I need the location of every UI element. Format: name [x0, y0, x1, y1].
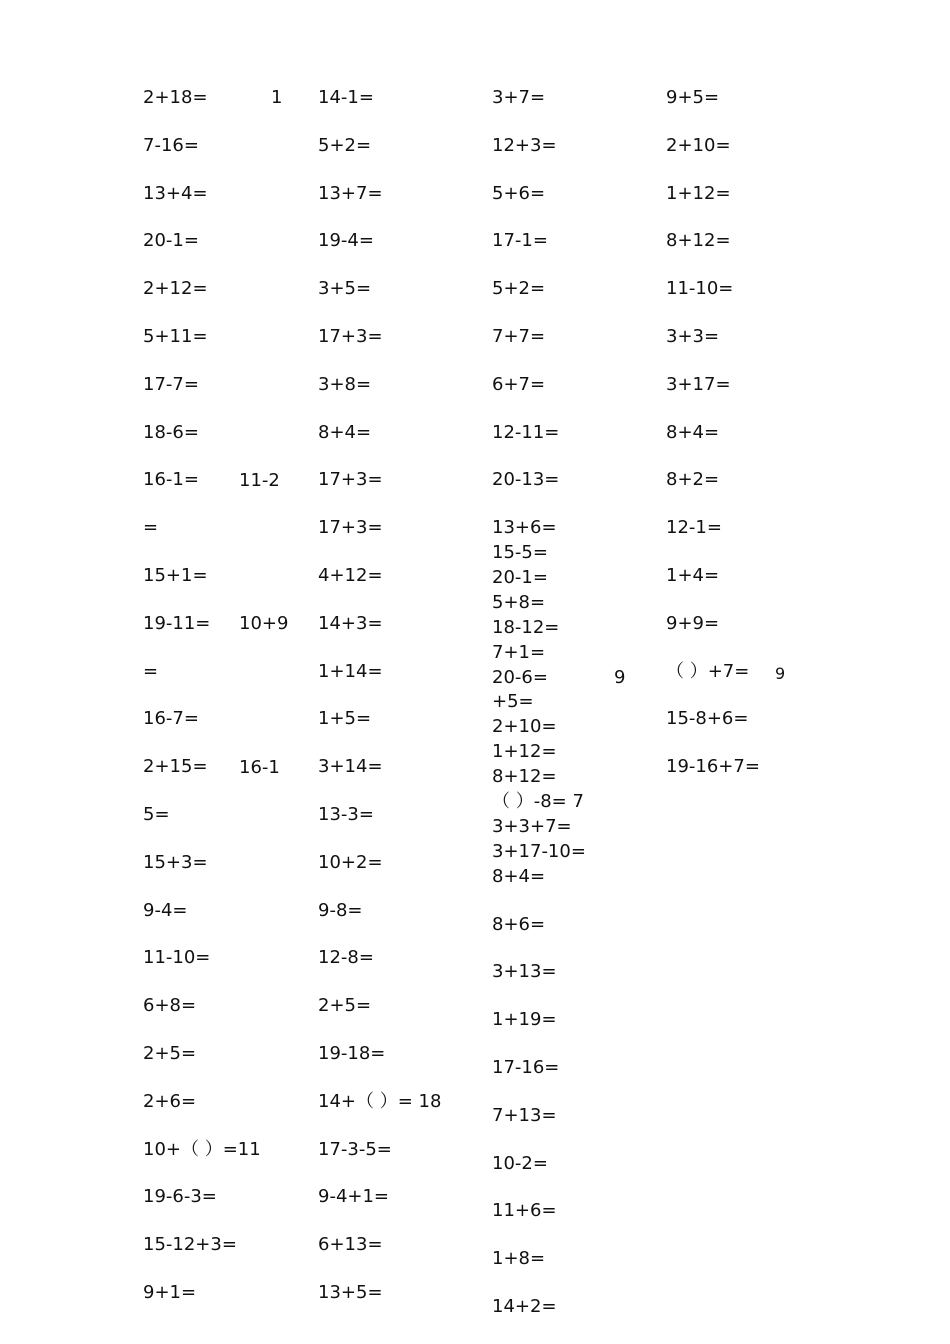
problem-item: 13+4=	[143, 182, 208, 204]
problem-item: 12-1=	[666, 517, 722, 539]
problem-item: 7-16=	[143, 134, 199, 156]
problem-item: 11-10=	[666, 278, 734, 300]
problem-item: 8+4=	[666, 421, 720, 443]
problem-item: 1+5=	[318, 708, 372, 730]
problem-item: =	[143, 517, 159, 539]
problem-item: 8+12=	[492, 766, 557, 788]
problem-item: 3+13=	[492, 961, 557, 983]
problem-item: 5=	[143, 803, 170, 825]
problem-item: 19-18=	[318, 1042, 386, 1064]
problem-item: 3+17=	[666, 373, 731, 395]
problem-item: 15-12+3=	[143, 1234, 237, 1256]
problem-item: 20-1=	[492, 566, 548, 588]
side-note: 16-1	[239, 757, 280, 778]
problem-item: 9-4=	[143, 899, 188, 921]
problem-item: （ ）+7=	[666, 660, 750, 682]
column-2	[318, 86, 441, 1329]
problem-item: 12-8=	[318, 947, 374, 969]
problem-item: 11-10=	[143, 947, 211, 969]
problem-item: 3+8=	[318, 373, 372, 395]
problem-item: 17-7=	[143, 373, 199, 395]
problem-item: 1+14=	[318, 660, 383, 682]
problem-item: 14+3=	[318, 612, 383, 634]
problem-item: 5+2=	[318, 134, 372, 156]
problem-item: 9+5=	[666, 87, 720, 108]
problem-item: +5=	[492, 691, 534, 713]
problem-item: 7+7=	[492, 325, 546, 347]
problem-item: 17+3=	[318, 469, 383, 491]
problem-item: 16-1=	[143, 469, 199, 491]
problem-item: 2+10=	[666, 134, 731, 156]
problem-item: 6+7=	[492, 373, 546, 395]
problem-item: 12-11=	[492, 421, 560, 443]
problem-item: 5+8=	[492, 591, 546, 613]
problem-item: 2+6=	[143, 1090, 197, 1112]
problem-item: 1+8=	[492, 1248, 546, 1270]
problem-item: 1+12=	[666, 182, 731, 204]
problem-item: 16-7=	[143, 708, 199, 730]
problem-item: 11+6=	[492, 1200, 557, 1222]
problem-item: 2+5=	[143, 1042, 197, 1064]
problem-item: 4+12=	[318, 564, 383, 586]
problem-item: 5+11=	[143, 325, 208, 347]
problem-item: 8+6=	[492, 913, 546, 935]
problem-item: 20-1=	[143, 230, 199, 252]
column-1	[143, 86, 261, 1329]
problem-item: 9+1=	[143, 1281, 197, 1303]
spacer	[492, 890, 586, 913]
problem-item: 6+8=	[143, 995, 197, 1017]
problem-item: 2+5=	[318, 995, 372, 1017]
side-note: 9	[775, 664, 786, 683]
problem-item: 15-8+6=	[666, 708, 749, 730]
problem-item: 2+15=	[143, 756, 208, 778]
problem-item: 5+6=	[492, 182, 546, 204]
problem-item: 10+2=	[318, 851, 383, 873]
problem-item: 15-5=	[492, 542, 548, 564]
problem-item: 19-4=	[318, 230, 374, 252]
problem-item: 3+5=	[318, 278, 372, 300]
problem-item: 3+3=	[666, 325, 720, 347]
problem-item: 19-11=	[143, 612, 211, 634]
problem-item: 9-4+1=	[318, 1186, 390, 1208]
problem-item: 15+3=	[143, 851, 208, 873]
problem-item: （ ）-8= 7	[492, 790, 584, 812]
problem-item: 18-12=	[492, 616, 560, 638]
problem-item: 6+13=	[318, 1234, 383, 1256]
problem-item: 2+18=	[143, 87, 208, 108]
problem-item: 17-1=	[492, 230, 548, 252]
problem-item: 1+19=	[492, 1009, 557, 1031]
problem-item: 19-16+7=	[666, 756, 760, 778]
problem-item: 9+9=	[666, 612, 720, 634]
problem-item: 19-6-3=	[143, 1186, 217, 1208]
problem-item: 7+13=	[492, 1104, 557, 1126]
problem-item: 14-1=	[318, 87, 374, 108]
problem-item: 1+12=	[492, 741, 557, 763]
problem-item: 12+3=	[492, 134, 557, 156]
side-note: 1	[271, 87, 283, 108]
problem-item: 7+1=	[492, 641, 546, 663]
problem-item: 15+1=	[143, 564, 208, 586]
problem-item: 8+12=	[666, 230, 731, 252]
problem-item: 13+6=	[492, 517, 557, 539]
problem-item: 17+3=	[318, 325, 383, 347]
problem-item: 3+17-10=	[492, 840, 586, 862]
problem-item: 8+4=	[318, 421, 372, 443]
problem-item: 3+3+7=	[492, 815, 572, 837]
side-note: 10+9	[239, 613, 289, 634]
column-3	[492, 86, 586, 1343]
side-note: 11-2	[239, 470, 280, 491]
problem-item: 18-6=	[143, 421, 199, 443]
problem-item: 20-6=	[492, 666, 548, 688]
problem-item: 17-3-5=	[318, 1138, 392, 1160]
problem-item: 10+（ ）=11	[143, 1138, 261, 1160]
problem-item: 8+2=	[666, 469, 720, 491]
problem-item: 10-2=	[492, 1152, 548, 1174]
problem-item: 2+10=	[492, 716, 557, 738]
problem-item: 17-16=	[492, 1056, 560, 1078]
problem-item: 20-13=	[492, 469, 560, 491]
problem-item: 3+7=	[492, 87, 546, 108]
problem-item: 1+4=	[666, 564, 720, 586]
problem-item: 14+2=	[492, 1295, 557, 1317]
problem-item: 9-8=	[318, 899, 363, 921]
column-4	[666, 86, 760, 803]
problem-item: 17+3=	[318, 517, 383, 539]
side-note: 9	[614, 667, 626, 688]
problem-item: 8+4=	[492, 865, 546, 887]
problem-item: 14+（ ）= 18	[318, 1090, 442, 1112]
problem-item: 13+7=	[318, 182, 383, 204]
problem-item: 5+2=	[492, 278, 546, 300]
problem-item: 2+12=	[143, 278, 208, 300]
problem-item: 3+14=	[318, 756, 383, 778]
problem-item: 13-3=	[318, 803, 374, 825]
problem-item: =	[143, 660, 159, 682]
problem-item: 13+5=	[318, 1281, 383, 1303]
